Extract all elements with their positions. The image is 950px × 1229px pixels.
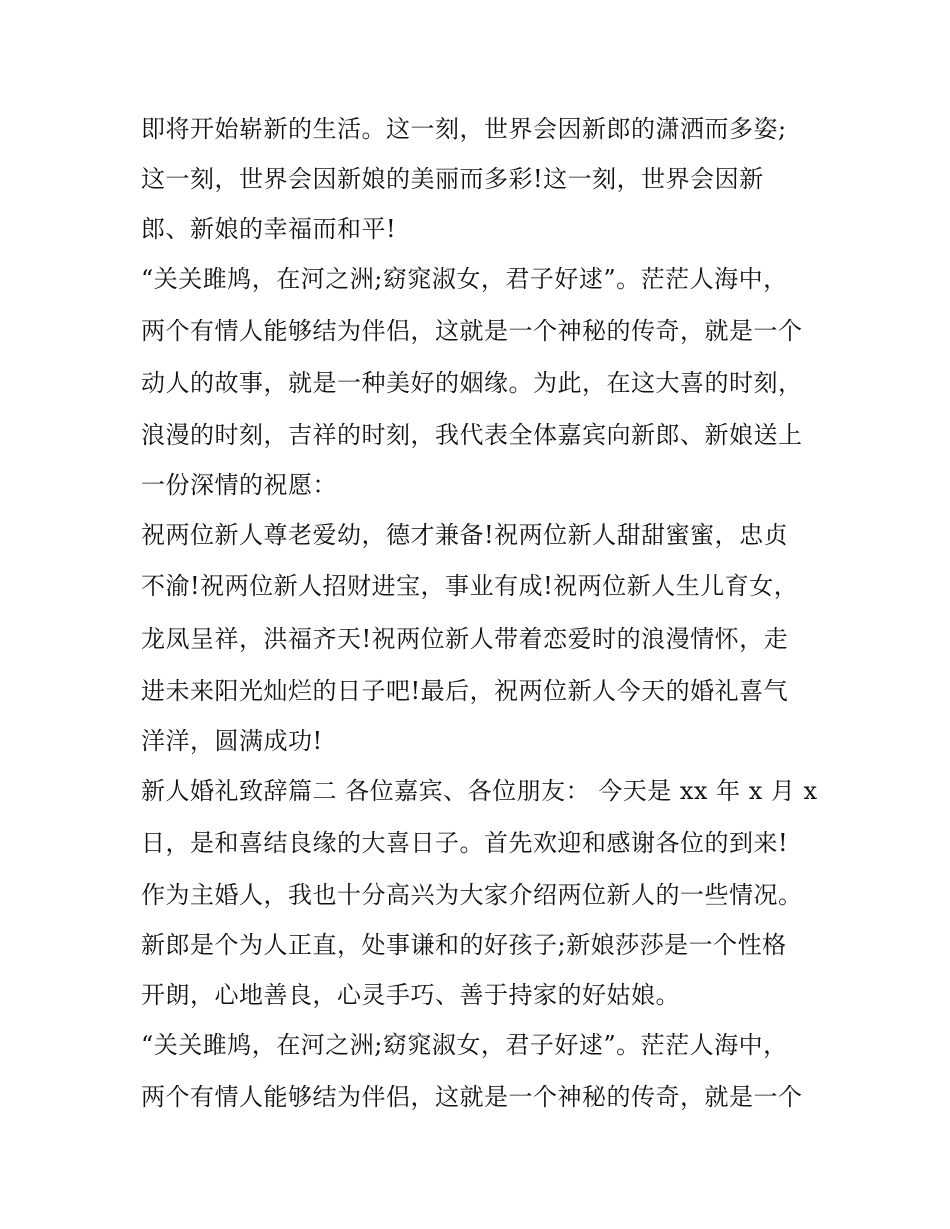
text-line-10: 不渝!祝两位新人招财进宝，事业有成!祝两位新人生儿育女， xyxy=(141,572,799,600)
text-line-15: 日，是和喜结良缘的大喜日子。首先欢迎和感谢各位的到来! xyxy=(141,829,789,857)
text-line-14: 新人婚礼致辞篇二 各位嘉宾、各位朋友： 今天是 xx 年 x 月 x xyxy=(141,777,818,805)
text-line-13: 洋洋，圆满成功! xyxy=(141,727,323,755)
text-line-1: 即将开始崭新的生活。这一刻，世界会因新郎的潇洒而多姿; xyxy=(141,115,787,143)
text-line-12: 进未来阳光灿烂的日子吧!最后，祝两位新人今天的婚礼喜气 xyxy=(141,677,789,705)
text-line-7: 浪漫的时刻，吉祥的时刻，我代表全体嘉宾向新郎、新娘送上 xyxy=(141,421,803,449)
text-line-6: 动人的故事，就是一种美好的姻缘。为此，在这大喜的时刻， xyxy=(141,369,803,397)
text-line-2: 这一刻，世界会因新娘的美丽而多彩!这一刻，世界会因新 xyxy=(141,165,764,193)
text-line-5: 两个有情人能够结为伴侣，这就是一个神秘的传奇，就是一个 xyxy=(141,317,803,345)
text-line-19: “关关雎鸠，在河之洲;窈窕淑女，君子好逑”。茫茫人海中， xyxy=(141,1031,788,1059)
text-line-17: 新郎是个为人正直，处事谦和的好孩子;新娘莎莎是一个性格 xyxy=(141,931,787,959)
text-line-20: 两个有情人能够结为伴侣，这就是一个神秘的传奇，就是一个 xyxy=(141,1083,803,1111)
text-line-11: 龙凤呈祥，洪福齐天!祝两位新人带着恋爱时的浪漫情怀，走 xyxy=(141,625,789,653)
text-line-4: “关关雎鸠，在河之洲;窈窕淑女，君子好逑”。茫茫人海中， xyxy=(141,265,788,293)
text-line-16: 作为主婚人，我也十分高兴为大家介绍两位新人的一些情况。 xyxy=(141,881,803,909)
text-line-8: 一份深情的祝愿： xyxy=(141,471,337,499)
text-line-3: 郎、新娘的幸福而和平! xyxy=(141,215,397,243)
text-line-9: 祝两位新人尊老爱幼，德才兼备!祝两位新人甜甜蜜蜜，忠贞 xyxy=(141,521,789,549)
text-line-18: 开朗，心地善良，心灵手巧、善于持家的好姑娘。 xyxy=(141,981,680,1009)
